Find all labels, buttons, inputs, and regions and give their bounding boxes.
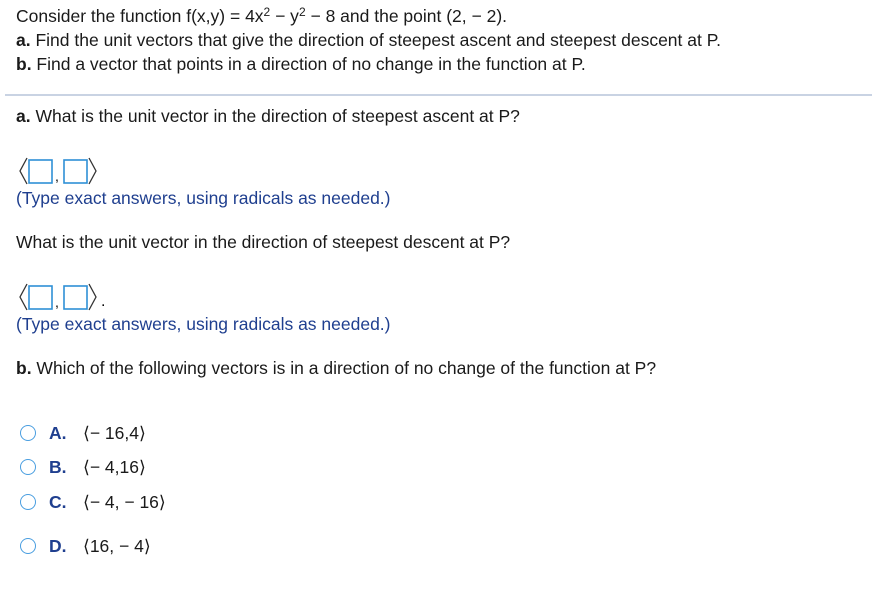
ascent-vector-input: [16, 156, 136, 186]
question-steepest-descent: What is the unit vector in the direction of steepest descent at P?: [16, 232, 511, 252]
option-c[interactable]: C. ⟨− 4, − 16⟩: [20, 490, 166, 514]
option-b[interactable]: B. ⟨− 4,16⟩: [20, 455, 146, 479]
option-c-value: ⟨− 4, − 16⟩: [83, 491, 166, 512]
option-b-value: ⟨− 4,16⟩: [83, 456, 146, 477]
problem-line-part-a: a. Find the unit vectors that give the direction of steepest ascent and steepest descent at P.: [16, 30, 721, 50]
option-d-value: ⟨16, − 4⟩: [83, 535, 151, 556]
radio-a[interactable]: [20, 425, 36, 441]
option-d[interactable]: D. ⟨16, − 4⟩: [20, 534, 151, 558]
option-a[interactable]: A. ⟨− 16,4⟩: [20, 421, 146, 445]
problem-line-1: Consider the function $f(x,y) = 4x^2 - y^2 - 8$ and the point (2, − 2).: [16, 5, 508, 26]
question-no-change: b. Which of the following vectors is in a direction of no change of the function at P?: [16, 358, 657, 378]
ascent-x-input[interactable]: [29, 160, 52, 183]
option-a-value: ⟨− 16,4⟩: [83, 422, 146, 443]
comma-separator: ,: [55, 168, 59, 184]
trailing-period: .: [101, 293, 106, 310]
descent-y-input[interactable]: [64, 286, 87, 309]
descent-vector-input: [16, 282, 136, 312]
radio-b[interactable]: [20, 459, 36, 475]
radio-c[interactable]: [20, 494, 36, 510]
ascent-y-input[interactable]: [64, 160, 87, 183]
problem-line-part-b: b. Find a vector that points in a direction of no change in the function at P.: [16, 54, 586, 74]
problem-statement: [16, 4, 721, 76]
descent-hint: (Type exact answers, using radicals as needed.): [16, 314, 391, 334]
left-angle-bracket-icon: [20, 284, 27, 310]
right-angle-bracket-icon: [89, 284, 96, 310]
right-angle-bracket-icon: [89, 158, 96, 184]
left-angle-bracket-icon: [20, 158, 27, 184]
radio-d[interactable]: [20, 538, 36, 554]
section-divider: [5, 94, 872, 96]
ascent-hint: (Type exact answers, using radicals as needed.): [16, 188, 391, 208]
descent-x-input[interactable]: [29, 286, 52, 309]
question-steepest-ascent: a. What is the unit vector in the direction of steepest ascent at P?: [16, 106, 520, 126]
comma-separator: ,: [55, 294, 59, 310]
